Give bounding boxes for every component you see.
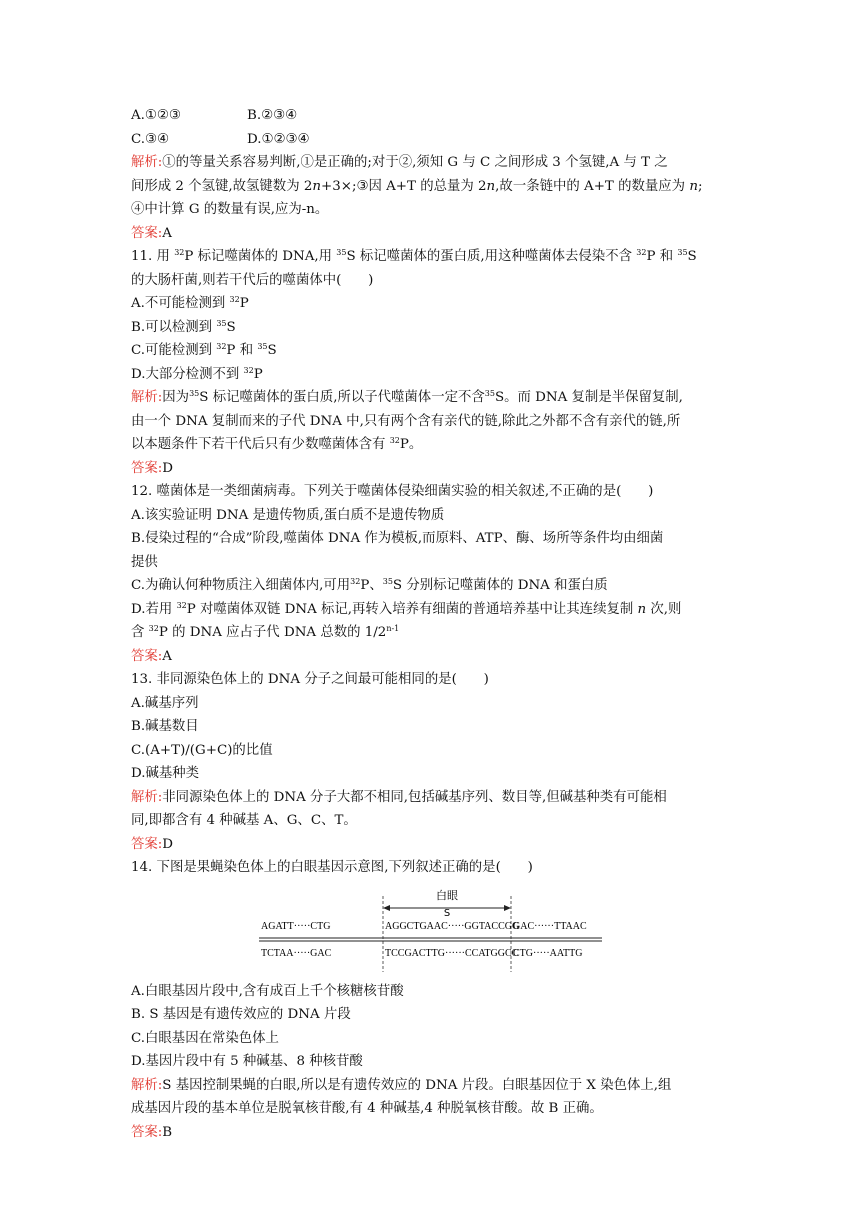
- q12-text: 含: [131, 625, 149, 640]
- isotope-superscript: 32: [389, 436, 400, 445]
- variable-n: n: [689, 178, 698, 194]
- q10-analysis-text: ,故一条链中的 A+T 的数量应为: [495, 178, 690, 194]
- arrow-right-head: [504, 905, 511, 911]
- isotope-superscript: 35: [336, 248, 347, 257]
- document-body: [131, 104, 737, 1144]
- q13-option-c: C.(A+T)/(G+C)的比值: [131, 742, 273, 758]
- q10-analysis-text: ①的等量关系容易判断,①是正确的;对于②,须知 G 与 C 之间形成 3 个氢键,A 与 T 之: [162, 155, 668, 170]
- isotope-superscript: 32: [229, 295, 240, 304]
- q11-text: P 标记噬菌体的 DNA,用: [184, 249, 337, 264]
- gene-label: 白眼: [436, 888, 458, 902]
- isotope-superscript: 32: [636, 248, 647, 257]
- answer-value: B: [162, 1124, 173, 1140]
- q12-stem: 12. 噬菌体是一类细菌病毒。下列关于噬菌体侵染细菌实验的相关叙述,不正确的是( ): [131, 484, 654, 499]
- answer-label: 答案:: [131, 1124, 163, 1140]
- isotope-superscript: 35: [189, 389, 200, 398]
- analysis-label: 解析:: [131, 1077, 163, 1093]
- q11-option-d: [131, 363, 737, 387]
- q11-text: S 标记噬菌体的蛋白质,所以子代噬菌体一定不含: [199, 390, 485, 405]
- q13-analysis-line-2: 同,即都含有 4 种碱基 A、G、C、T。: [131, 813, 357, 828]
- q11-text: D.大部分检测不到: [131, 366, 244, 382]
- q11-option-c: [131, 339, 737, 363]
- exponent-superscript: n-1: [386, 624, 400, 633]
- strand-top-mid: AGGCTGAAC·····GGTACCGG: [385, 920, 520, 932]
- strand-top-left: AGATT·····CTG: [261, 920, 331, 932]
- q11-answer: [131, 457, 737, 481]
- q13-analysis-line-1: [131, 786, 737, 810]
- q11-text: P 和: [646, 249, 678, 264]
- q11-analysis-line-3: [131, 433, 737, 457]
- isotope-superscript: 35: [677, 248, 688, 257]
- q12-option-b-line-2: 提供: [131, 554, 158, 570]
- answer-value: D: [162, 836, 174, 852]
- q11-text: 以本题条件下若干代后只有少数噬菌体含有: [131, 437, 390, 452]
- q12-text: P、: [360, 578, 383, 593]
- isotope-superscript: 35: [216, 318, 227, 328]
- q11-text: P: [253, 366, 263, 382]
- variable-n: n: [637, 601, 647, 617]
- q14-option-c: C.白眼基因在常染色体上: [131, 1030, 279, 1046]
- q10-analysis-line-1: [131, 151, 737, 175]
- q11-text: B.可以检测到: [131, 319, 217, 335]
- q12-option-c: [131, 574, 737, 598]
- strand-bottom-left: TCTAA·····GAC: [261, 947, 332, 959]
- answer-label: 答案:: [131, 460, 163, 476]
- q10-analysis-text: +3×;③因 A+T 的总量为 2: [321, 178, 487, 194]
- q14-analysis-line-2: 成基因片段的基本单位是脱氧核苷酸,有 4 种碱基,4 种脱氧核苷酸。故 B 正确。: [131, 1101, 603, 1116]
- q12-text: D.若用: [131, 601, 177, 617]
- q13-answer: [131, 833, 737, 857]
- q13-option-a: A.碱基序列: [131, 695, 199, 711]
- q11-text: 因为: [162, 390, 190, 405]
- q12-option-d-line-1: [131, 598, 737, 622]
- q10-option-b: B.②③④: [247, 108, 298, 123]
- strand-bottom-mid: TCCGACTTG······CCATGGCC: [385, 947, 519, 959]
- q11-text: C.可能检测到: [131, 343, 217, 358]
- isotope-superscript: 35: [257, 342, 268, 351]
- q11-option-b: [131, 316, 737, 340]
- isotope-superscript: 32: [148, 624, 159, 633]
- q11-stem-line-1: [131, 245, 737, 269]
- q11-text: 11. 用: [131, 249, 175, 264]
- q12-text: 次,则: [646, 601, 682, 617]
- q12-text: S 分别标记噬菌体的 DNA 和蛋白质: [392, 578, 608, 593]
- q11-analysis-line-1: [131, 386, 737, 410]
- strand-bottom-right: CTG·····AATTG: [513, 947, 583, 959]
- isotope-superscript: 35: [382, 577, 393, 586]
- q12-text: P 的 DNA 应占子代 DNA 总数的 1/2: [158, 625, 387, 640]
- strand-top-right: GAC······TTAAC: [513, 920, 587, 932]
- answer-label: 答案:: [131, 225, 163, 241]
- q10-analysis-line-2: [131, 175, 737, 199]
- q14-answer: [131, 1121, 737, 1145]
- q12-answer: [131, 645, 737, 669]
- q14-text: S 基因控制果蝇的白眼,所以是有遗传效应的 DNA 片段。白眼基因位于 X 染色体上,组: [162, 1077, 672, 1093]
- white-eye-gene-diagram: [131, 880, 737, 980]
- q10-options-row-1: [131, 104, 737, 128]
- isotope-superscript: 32: [350, 577, 361, 586]
- answer-value: A: [162, 648, 172, 664]
- q10-option-d: D.①②③④: [247, 131, 310, 147]
- q14-option-d: D.基因片段中有 5 种碱基、8 种核苷酸: [131, 1054, 363, 1069]
- q14-option-a: A.白眼基因片段中,含有成百上千个核糖核苷酸: [131, 983, 404, 999]
- isotope-superscript: 35: [484, 389, 495, 398]
- q12-text: P 对噬菌体双链 DNA 标记,再转入培养有细菌的普通培养基中让其连续复制: [186, 601, 638, 617]
- q11-text: S: [687, 249, 697, 264]
- analysis-label: 解析:: [131, 155, 163, 170]
- q13-option-b: B.碱基数目: [131, 719, 199, 734]
- q14-analysis-line-1: [131, 1074, 737, 1098]
- segment-label: S: [443, 907, 451, 919]
- isotope-superscript: 32: [174, 248, 185, 257]
- q11-text: S: [226, 319, 236, 335]
- q12-text: C.为确认何种物质注入细菌体内,可用: [131, 578, 351, 593]
- q10-option-c: C.③④: [131, 131, 170, 147]
- q11-text: P。: [399, 437, 423, 452]
- q10-analysis-text: 间形成 2 个氢键,故氢键数为 2: [131, 178, 313, 194]
- q10-option-a: A.①②③: [131, 108, 181, 123]
- isotope-superscript: 32: [176, 600, 187, 610]
- q11-text: S。而 DNA 复制是半保留复制,: [494, 390, 683, 405]
- q11-text: P 和: [226, 343, 258, 358]
- analysis-label: 解析:: [131, 789, 163, 805]
- q11-text: A.不可能检测到: [131, 296, 230, 311]
- variable-n: n: [486, 178, 496, 194]
- answer-label: 答案:: [131, 836, 163, 852]
- q11-analysis-line-2: 由一个 DNA 复制而来的子代 DNA 中,只有两个含有亲代的链,除此之外都不含有亲代的链,所: [131, 413, 681, 429]
- q12-option-a: A.该实验证明 DNA 是遗传物质,蛋白质不是遗传物质: [131, 507, 445, 523]
- q11-option-a: [131, 292, 737, 316]
- answer-value: D: [162, 460, 174, 476]
- gene-diagram-svg: [259, 886, 603, 976]
- q13-option-d: D.碱基种类: [131, 766, 200, 781]
- q13-stem: 13. 非同源染色体上的 DNA 分子之间最可能相同的是( ): [131, 672, 489, 687]
- answer-value: A: [162, 225, 172, 241]
- q11-text: P: [239, 296, 249, 311]
- isotope-superscript: 32: [243, 365, 254, 375]
- q12-option-d-line-2: [131, 621, 737, 645]
- q10-analysis-line-3: ④中计算 G 的数量有误,应为-n。: [131, 202, 329, 217]
- isotope-superscript: 32: [216, 342, 227, 351]
- q10-answer: [131, 222, 737, 246]
- q11-text: S 标记噬菌体的蛋白质,用这种噬菌体去侵染不含: [346, 249, 637, 264]
- q11-stem-line-2: 的大肠杆菌,则若干代后的噬菌体中( ): [131, 272, 374, 288]
- q11-text: S: [267, 343, 277, 358]
- q13-text: 非同源染色体上的 DNA 分子大都不相同,包括碱基序列、数目等,但碱基种类有可能相: [162, 789, 667, 805]
- answer-label: 答案:: [131, 648, 163, 664]
- q14-stem: 14. 下图是果蝇染色体上的白眼基因示意图,下列叙述正确的是( ): [131, 860, 533, 875]
- variable-n: n: [312, 178, 321, 194]
- arrow-left-head: [383, 905, 390, 911]
- q10-analysis-text: ;: [697, 178, 703, 194]
- q10-options-row-2: [131, 128, 737, 152]
- analysis-label: 解析:: [131, 390, 163, 405]
- q12-option-b-line-1: B.侵染过程的“合成”阶段,噬菌体 DNA 作为模板,而原料、ATP、酶、场所等条件均由细菌: [131, 531, 664, 546]
- q14-option-b: B. S 基因是有遗传效应的 DNA 片段: [131, 1007, 351, 1022]
